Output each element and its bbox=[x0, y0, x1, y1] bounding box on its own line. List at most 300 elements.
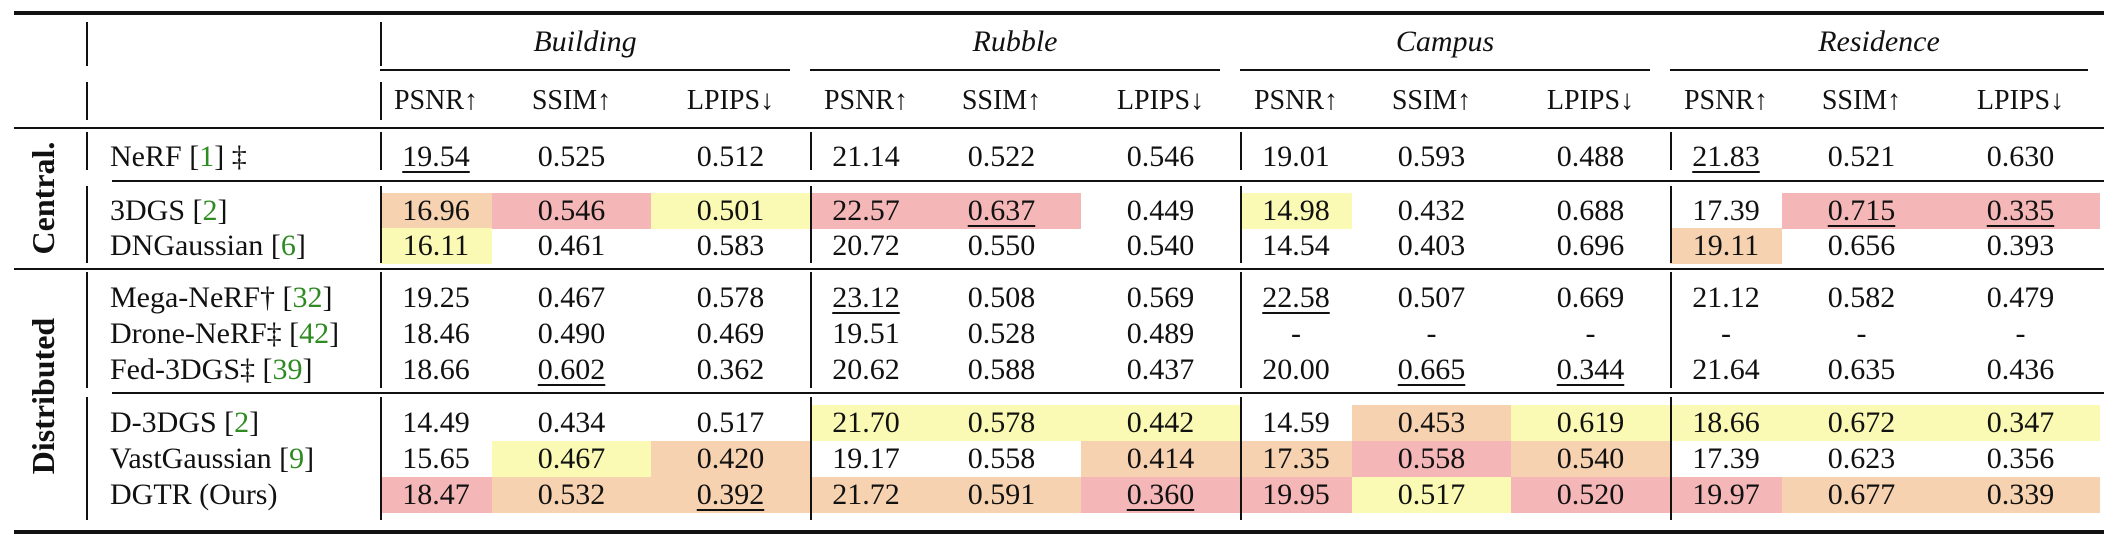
cite-open: [ bbox=[281, 317, 300, 350]
cite-open: [ bbox=[271, 442, 290, 475]
value-text: 0.569 bbox=[1126, 281, 1195, 314]
value-cell bbox=[651, 139, 810, 175]
block-rule bbox=[112, 392, 2104, 394]
value-cell bbox=[922, 139, 1081, 175]
value-text: 0.347 bbox=[1986, 406, 2055, 439]
value-text: 0.558 bbox=[967, 442, 1036, 475]
value-text: 0.490 bbox=[537, 317, 606, 350]
value-text: 19.95 bbox=[1262, 478, 1330, 511]
dataset-sep-rule bbox=[1670, 397, 1672, 520]
value-cell bbox=[1081, 477, 1240, 513]
value-text: 0.665 bbox=[1397, 353, 1466, 386]
value-cell bbox=[492, 316, 651, 352]
value-text: 0.517 bbox=[1397, 478, 1466, 511]
value-cell bbox=[810, 352, 922, 388]
value-text: - bbox=[1426, 317, 1437, 350]
value-cell bbox=[1511, 228, 1670, 264]
metric-header: LPIPS↓ bbox=[1546, 85, 1635, 116]
value-cell bbox=[1352, 280, 1511, 316]
value-cell bbox=[810, 139, 922, 175]
value-text: 19.01 bbox=[1262, 140, 1330, 173]
cite-open: [ bbox=[185, 194, 203, 227]
value-cell bbox=[492, 405, 651, 441]
value-text: 21.83 bbox=[1692, 140, 1760, 173]
metric-header: SSIM↑ bbox=[961, 85, 1042, 116]
value-cell bbox=[1352, 316, 1511, 352]
value-cell bbox=[1352, 228, 1511, 264]
metric-header: SSIM↑ bbox=[1821, 85, 1902, 116]
dataset-sep-rule bbox=[380, 397, 382, 520]
value-cell bbox=[922, 316, 1081, 352]
value-cell bbox=[1941, 477, 2100, 513]
value-cell bbox=[1670, 139, 1782, 175]
method-label bbox=[110, 280, 332, 316]
metric-header: PSNR↑ bbox=[1683, 85, 1769, 116]
value-cell bbox=[1240, 316, 1352, 352]
value-text: 0.403 bbox=[1397, 229, 1466, 262]
value-cell bbox=[1511, 139, 1670, 175]
value-cell bbox=[1081, 316, 1240, 352]
group-rule bbox=[14, 268, 2104, 270]
value-cell bbox=[922, 405, 1081, 441]
metric-header: PSNR↑ bbox=[823, 85, 909, 116]
value-cell bbox=[380, 405, 492, 441]
dataset-sep-rule bbox=[810, 186, 812, 263]
value-cell bbox=[810, 193, 922, 229]
value-text: 0.715 bbox=[1827, 194, 1896, 227]
value-text: 0.550 bbox=[967, 229, 1036, 262]
value-cell bbox=[1782, 228, 1941, 264]
value-cell bbox=[492, 139, 651, 175]
value-text: 0.696 bbox=[1556, 229, 1625, 262]
value-text: 0.578 bbox=[696, 281, 765, 314]
value-text: 0.546 bbox=[537, 194, 606, 227]
value-text: 0.461 bbox=[537, 229, 606, 262]
value-text: 0.637 bbox=[967, 194, 1036, 227]
citation-link[interactable]: 9 bbox=[289, 442, 305, 475]
value-text: 18.66 bbox=[402, 353, 470, 386]
value-text: 0.669 bbox=[1556, 281, 1625, 314]
value-cell bbox=[1352, 139, 1511, 175]
value-text: 0.623 bbox=[1827, 442, 1896, 475]
citation-link[interactable]: 6 bbox=[280, 229, 296, 262]
value-text: 0.521 bbox=[1827, 140, 1896, 173]
value-text: 0.335 bbox=[1986, 194, 2055, 227]
cite-close: ] bbox=[249, 406, 260, 439]
value-cell bbox=[1240, 405, 1352, 441]
dataset-underline bbox=[1240, 69, 1650, 71]
value-text: - bbox=[2015, 317, 2026, 350]
value-cell bbox=[1782, 193, 1941, 229]
value-cell bbox=[380, 441, 492, 477]
value-cell bbox=[1782, 405, 1941, 441]
value-cell bbox=[1352, 352, 1511, 388]
value-cell bbox=[1670, 352, 1782, 388]
value-cell bbox=[1352, 441, 1511, 477]
dataset-sep-rule bbox=[380, 132, 382, 170]
value-cell bbox=[1081, 228, 1240, 264]
method-label bbox=[110, 193, 228, 229]
dataset-underline bbox=[1670, 69, 2088, 71]
value-cell bbox=[922, 352, 1081, 388]
dataset-sep-rule bbox=[810, 397, 812, 520]
cite-open: [ bbox=[263, 229, 281, 262]
value-cell bbox=[1941, 193, 2100, 229]
value-cell bbox=[1240, 352, 1352, 388]
value-cell bbox=[1081, 352, 1240, 388]
value-cell bbox=[380, 352, 492, 388]
citation-link[interactable]: 32 bbox=[292, 281, 323, 314]
dataset-sep-rule bbox=[1670, 272, 1672, 388]
value-text: 0.656 bbox=[1827, 229, 1896, 262]
value-cell bbox=[492, 441, 651, 477]
value-cell bbox=[1240, 193, 1352, 229]
value-cell bbox=[1240, 139, 1352, 175]
dataset-header: Residence bbox=[1818, 25, 1940, 58]
value-cell bbox=[1782, 477, 1941, 513]
value-text: 0.414 bbox=[1126, 442, 1195, 475]
cite-close: ] bbox=[329, 317, 340, 350]
dataset-sep-rule bbox=[810, 132, 812, 170]
value-text: 0.540 bbox=[1126, 229, 1195, 262]
dataset-header: Rubble bbox=[972, 25, 1058, 58]
value-text: 16.11 bbox=[402, 229, 470, 262]
cite-open: [ bbox=[255, 353, 273, 386]
value-text: 0.467 bbox=[537, 442, 606, 475]
cite-open: [ bbox=[181, 140, 200, 173]
method-label bbox=[110, 139, 247, 175]
value-text: 0.583 bbox=[696, 229, 765, 262]
value-text: 17.39 bbox=[1692, 194, 1760, 227]
value-text: 19.25 bbox=[402, 281, 470, 314]
value-text: 20.62 bbox=[832, 353, 900, 386]
dataset-underline bbox=[810, 69, 1220, 71]
value-text: 14.98 bbox=[1262, 194, 1330, 227]
value-text: 0.356 bbox=[1986, 442, 2055, 475]
citation-link[interactable]: 42 bbox=[299, 317, 330, 350]
value-text: 17.39 bbox=[1692, 442, 1760, 475]
method-label bbox=[110, 352, 313, 388]
value-cell bbox=[492, 477, 651, 513]
value-text: 20.72 bbox=[832, 229, 900, 262]
value-text: 21.64 bbox=[1692, 353, 1760, 386]
value-text: 14.59 bbox=[1262, 406, 1330, 439]
value-cell bbox=[1941, 405, 2100, 441]
method-marker: ‡ bbox=[224, 140, 247, 173]
left-block-rule bbox=[86, 186, 88, 263]
value-text: 0.630 bbox=[1986, 140, 2055, 173]
header-left-rule bbox=[86, 82, 88, 120]
value-cell bbox=[380, 316, 492, 352]
dataset-sep-rule bbox=[380, 272, 382, 388]
value-text: 14.54 bbox=[1262, 229, 1330, 262]
dataset-sep-rule bbox=[1240, 397, 1242, 520]
method-name: NeRF bbox=[110, 140, 182, 173]
dataset-sep-rule bbox=[1240, 272, 1242, 388]
value-text: - bbox=[1585, 317, 1596, 350]
value-cell bbox=[1081, 280, 1240, 316]
value-text: 21.72 bbox=[832, 478, 900, 511]
value-text: 0.467 bbox=[537, 281, 606, 314]
citation-link[interactable]: 2 bbox=[202, 194, 218, 227]
value-text: 19.51 bbox=[832, 317, 900, 350]
method-name: 3DGS bbox=[110, 194, 186, 227]
value-text: - bbox=[1856, 317, 1867, 350]
value-text: 0.501 bbox=[696, 194, 765, 227]
dataset-header: Campus bbox=[1395, 25, 1495, 58]
group-label: Central. bbox=[24, 141, 61, 254]
value-text: 18.46 bbox=[402, 317, 470, 350]
method-name: Drone-NeRF‡ bbox=[110, 317, 282, 350]
cite-open: [ bbox=[216, 406, 235, 439]
value-text: 20.00 bbox=[1262, 353, 1330, 386]
value-text: 19.54 bbox=[402, 140, 470, 173]
value-cell bbox=[1670, 280, 1782, 316]
value-text: 0.469 bbox=[696, 317, 765, 350]
value-cell bbox=[380, 477, 492, 513]
value-text: 0.420 bbox=[696, 442, 765, 475]
value-cell bbox=[492, 193, 651, 229]
dataset-header: Building bbox=[533, 25, 637, 58]
value-text: 0.522 bbox=[967, 140, 1036, 173]
citation-link[interactable]: 1 bbox=[199, 140, 215, 173]
value-text: 0.437 bbox=[1126, 353, 1195, 386]
value-cell bbox=[1352, 405, 1511, 441]
metric-header: SSIM↑ bbox=[531, 85, 612, 116]
value-text: 0.507 bbox=[1397, 281, 1466, 314]
value-cell bbox=[651, 352, 810, 388]
value-cell bbox=[651, 405, 810, 441]
value-text: 0.442 bbox=[1126, 406, 1195, 439]
value-cell bbox=[810, 228, 922, 264]
value-cell bbox=[1782, 316, 1941, 352]
metric-header: LPIPS↓ bbox=[1116, 85, 1205, 116]
value-text: 0.434 bbox=[537, 406, 606, 439]
value-text: 0.528 bbox=[967, 317, 1036, 350]
value-text: 0.453 bbox=[1397, 406, 1466, 439]
metric-header: SSIM↑ bbox=[1391, 85, 1472, 116]
value-cell bbox=[651, 316, 810, 352]
value-text: 23.12 bbox=[832, 281, 900, 314]
value-text: 0.339 bbox=[1986, 478, 2055, 511]
value-cell bbox=[1670, 193, 1782, 229]
value-cell bbox=[1511, 441, 1670, 477]
dataset-sep-rule bbox=[380, 186, 382, 263]
value-text: 0.488 bbox=[1556, 140, 1625, 173]
header-rule bbox=[14, 127, 2104, 129]
value-cell bbox=[1941, 441, 2100, 477]
value-cell bbox=[1511, 193, 1670, 229]
cite-close: ] bbox=[217, 194, 228, 227]
value-text: 21.12 bbox=[1692, 281, 1760, 314]
value-text: 0.540 bbox=[1556, 442, 1625, 475]
value-cell bbox=[1670, 477, 1782, 513]
value-text: 19.11 bbox=[1692, 229, 1760, 262]
value-cell bbox=[1670, 405, 1782, 441]
value-cell bbox=[922, 193, 1081, 229]
method-label bbox=[110, 441, 314, 477]
value-text: 0.558 bbox=[1397, 442, 1466, 475]
cite-open: [ bbox=[274, 281, 293, 314]
citation-link[interactable]: 2 bbox=[234, 406, 250, 439]
value-cell bbox=[651, 441, 810, 477]
value-text: 0.489 bbox=[1126, 317, 1195, 350]
cite-close: ] bbox=[214, 140, 225, 173]
citation-link[interactable]: 39 bbox=[272, 353, 303, 386]
value-text: 0.344 bbox=[1556, 353, 1625, 386]
bottom-rule bbox=[14, 530, 2104, 534]
value-cell bbox=[810, 405, 922, 441]
value-text: 0.392 bbox=[696, 478, 765, 511]
value-text: 0.635 bbox=[1827, 353, 1896, 386]
value-text: 0.517 bbox=[696, 406, 765, 439]
value-text: 0.677 bbox=[1827, 478, 1896, 511]
value-cell bbox=[1352, 193, 1511, 229]
value-text: 0.593 bbox=[1397, 140, 1466, 173]
value-cell bbox=[922, 228, 1081, 264]
dataset-sep-rule bbox=[1670, 186, 1672, 263]
cite-close: ] bbox=[322, 281, 333, 314]
left-block-rule bbox=[86, 397, 88, 520]
header-left-rule bbox=[86, 22, 88, 66]
value-text: 16.96 bbox=[402, 194, 470, 227]
value-text: 19.97 bbox=[1692, 478, 1760, 511]
method-label bbox=[110, 405, 259, 441]
top-rule bbox=[14, 11, 2104, 15]
value-text: 21.14 bbox=[832, 140, 900, 173]
value-cell bbox=[1352, 477, 1511, 513]
left-block-rule bbox=[86, 132, 88, 170]
value-text: 15.65 bbox=[402, 442, 470, 475]
value-cell bbox=[651, 193, 810, 229]
value-text: 0.546 bbox=[1126, 140, 1195, 173]
value-text: 0.672 bbox=[1827, 406, 1896, 439]
cite-close: ] bbox=[302, 353, 313, 386]
value-cell bbox=[492, 352, 651, 388]
value-cell bbox=[1240, 477, 1352, 513]
metric-header: LPIPS↓ bbox=[686, 85, 775, 116]
value-text: 0.578 bbox=[967, 406, 1036, 439]
value-cell bbox=[1670, 441, 1782, 477]
value-text: 0.436 bbox=[1986, 353, 2055, 386]
value-text: 0.362 bbox=[696, 353, 765, 386]
value-text: - bbox=[1291, 317, 1301, 350]
dataset-sep-rule bbox=[1240, 186, 1242, 263]
value-text: 0.602 bbox=[537, 353, 606, 386]
method-name: DGTR (Ours) bbox=[110, 478, 278, 511]
method-label bbox=[110, 477, 277, 513]
value-cell bbox=[1511, 477, 1670, 513]
value-cell bbox=[1081, 405, 1240, 441]
value-text: 21.70 bbox=[832, 406, 900, 439]
value-text: 0.479 bbox=[1986, 281, 2055, 314]
value-cell bbox=[1670, 228, 1782, 264]
value-text: 0.508 bbox=[967, 281, 1036, 314]
metric-header: PSNR↑ bbox=[1253, 85, 1339, 116]
value-text: 0.588 bbox=[967, 353, 1036, 386]
value-text: 0.591 bbox=[967, 478, 1036, 511]
method-name: Fed-3DGS‡ bbox=[110, 353, 256, 386]
value-text: 0.520 bbox=[1556, 478, 1625, 511]
value-cell bbox=[651, 228, 810, 264]
metric-header: PSNR↑ bbox=[393, 85, 479, 116]
value-cell bbox=[1511, 280, 1670, 316]
value-cell bbox=[1081, 193, 1240, 229]
value-cell bbox=[1941, 228, 2100, 264]
method-label bbox=[110, 228, 306, 264]
method-name: VastGaussian bbox=[110, 442, 272, 475]
left-block-rule bbox=[86, 272, 88, 388]
dataset-underline bbox=[380, 69, 790, 71]
value-cell bbox=[1511, 316, 1670, 352]
value-text: 0.432 bbox=[1397, 194, 1466, 227]
value-cell bbox=[1240, 228, 1352, 264]
value-cell bbox=[380, 193, 492, 229]
value-cell bbox=[810, 441, 922, 477]
value-text: 0.512 bbox=[696, 140, 765, 173]
value-cell bbox=[1511, 352, 1670, 388]
value-cell bbox=[1670, 316, 1782, 352]
value-cell bbox=[1941, 316, 2100, 352]
value-text: - bbox=[1721, 317, 1731, 350]
value-text: 22.57 bbox=[832, 194, 900, 227]
dataset-sep-rule bbox=[1670, 132, 1672, 170]
value-cell bbox=[1782, 280, 1941, 316]
value-cell bbox=[380, 139, 492, 175]
value-text: 0.360 bbox=[1126, 478, 1195, 511]
value-cell bbox=[651, 477, 810, 513]
value-cell bbox=[922, 280, 1081, 316]
value-cell bbox=[1941, 352, 2100, 388]
value-cell bbox=[1240, 280, 1352, 316]
block-rule bbox=[112, 180, 2104, 182]
metric-header: LPIPS↓ bbox=[1976, 85, 2065, 116]
cite-close: ] bbox=[304, 442, 315, 475]
value-cell bbox=[922, 477, 1081, 513]
value-cell bbox=[1941, 139, 2100, 175]
value-text: 0.532 bbox=[537, 478, 606, 511]
method-name: DNGaussian bbox=[110, 229, 264, 262]
cite-close: ] bbox=[295, 229, 306, 262]
value-text: 17.35 bbox=[1262, 442, 1330, 475]
value-cell bbox=[1782, 441, 1941, 477]
value-text: 0.619 bbox=[1556, 406, 1625, 439]
value-cell bbox=[651, 280, 810, 316]
value-text: 0.582 bbox=[1827, 281, 1896, 314]
value-text: 19.17 bbox=[832, 442, 900, 475]
dataset-sep-rule bbox=[1240, 132, 1242, 170]
value-text: 14.49 bbox=[402, 406, 470, 439]
value-text: 18.66 bbox=[1692, 406, 1760, 439]
value-cell bbox=[1240, 441, 1352, 477]
value-cell bbox=[1782, 139, 1941, 175]
value-cell bbox=[380, 228, 492, 264]
value-cell bbox=[1081, 441, 1240, 477]
method-label bbox=[110, 316, 339, 352]
value-cell bbox=[810, 280, 922, 316]
value-cell bbox=[922, 441, 1081, 477]
method-name: Mega-NeRF† bbox=[110, 281, 275, 314]
value-cell bbox=[380, 280, 492, 316]
value-text: 0.449 bbox=[1126, 194, 1195, 227]
value-text: 0.393 bbox=[1986, 229, 2055, 262]
value-cell bbox=[1782, 352, 1941, 388]
group-label: Distributed bbox=[24, 317, 61, 475]
value-cell bbox=[1081, 139, 1240, 175]
value-text: 0.688 bbox=[1556, 194, 1625, 227]
value-cell bbox=[492, 228, 651, 264]
value-cell bbox=[492, 280, 651, 316]
